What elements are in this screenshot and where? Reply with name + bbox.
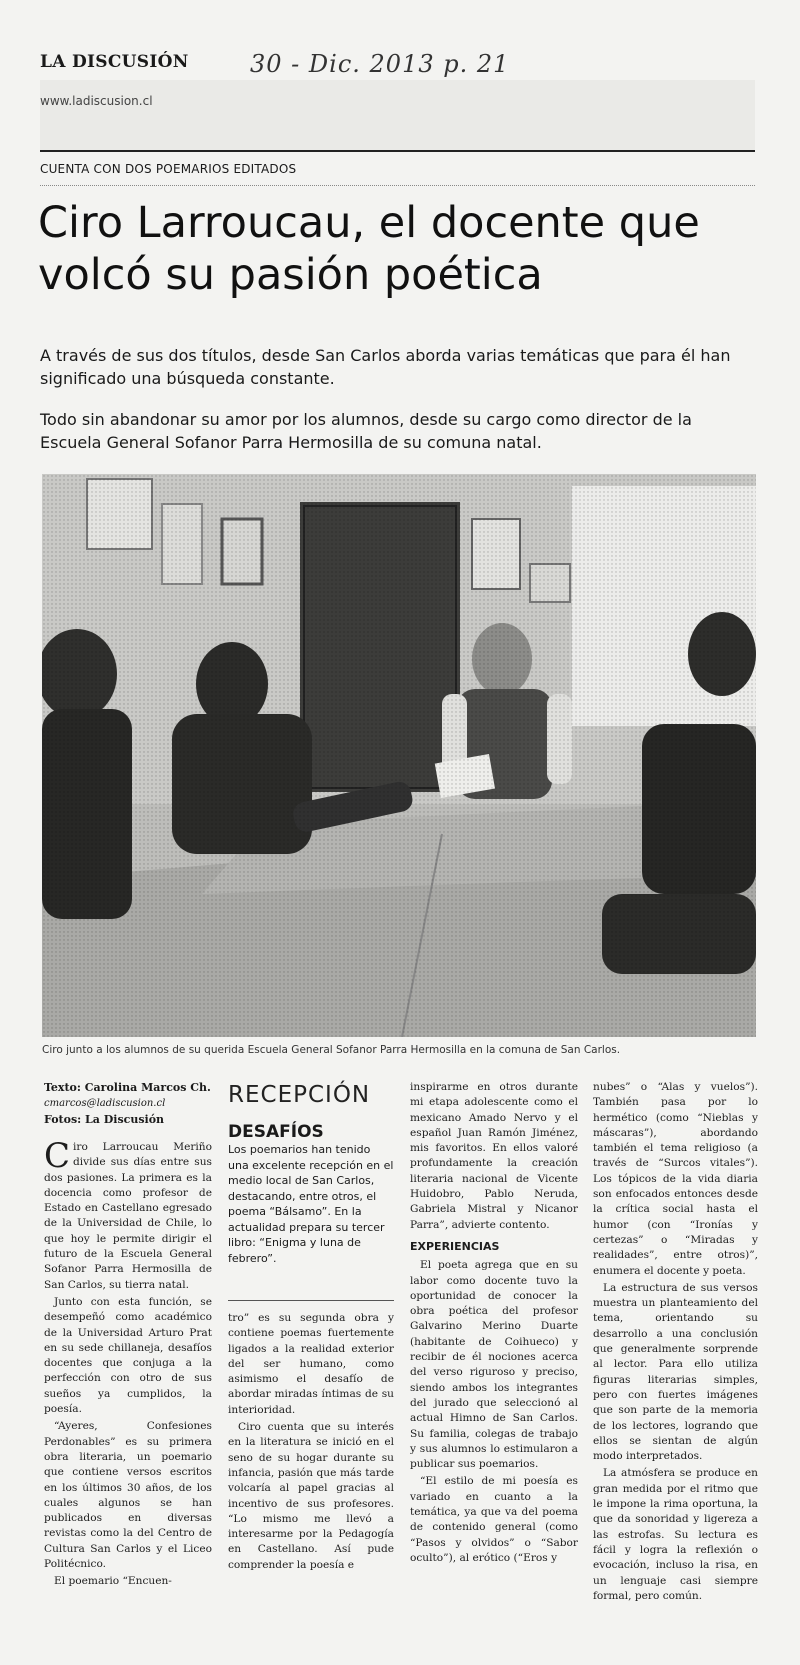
website-url: www.ladiscusion.cl <box>40 94 153 108</box>
sidebar-text: Los poemarios han tenido una excelente recepción en el medio local de San Carlos, destacando, entre otros, el poema “Bálsamo”. En la actualidad prepara su tercer libro: “Enigma y luna de febrero”. <box>228 1143 394 1265</box>
body-paragraph: El poemario “Encuen- <box>54 1575 172 1588</box>
body-paragraph: La estructura de sus versos muestra un planteamiento del tema, orientando su desarrollo a una conclusión que generalmente sorprende al lector. Para ello utiliza figuras literarias simples, pero con fuertes imágenes que son parte de la memoria de los lectores, logrando que ellos se sientan de algún modo interpretados. <box>593 1281 758 1463</box>
body-paragraph: El poeta agrega que en su labor como docente tuvo la oportunidad de conocer la obra poética del profesor Galvarino Merino Duarte (habitante de Coihueco) y recibir de él nociones acerca del verso riguroso y preciso, siendo ambos los integrantes del jurado que seleccionó al actual Himno de San Carlos. Su familia, colegas de trabajo y sus alumnos lo estimularon a publicar sus poemarios. <box>410 1259 578 1471</box>
body-paragraph: tro” es su segunda obra y contiene poemas fuertemente ligados a la realidad exterior del ser humano, como asimismo el desafío de abordar miradas íntimas de su interioridad. <box>228 1312 394 1416</box>
photo-caption: Ciro junto a los alumnos de su querida Escuela General Sofanor Parra Hermosilla en la comuna de San Carlos. <box>42 1044 621 1056</box>
header-band <box>40 80 755 150</box>
body-paragraph: “Ayeres, Confesiones Perdonables” es su primera obra literaria, un poemario que contiene versos escritos en los últimos 30 años, de los cuales algunos se han publicados en diversas revistas como la del Centro de Cultura San Carlos y el Liceo Politécnico. <box>44 1420 212 1571</box>
body-paragraph: inspirarme en otros durante mi etapa adolescente como el mexicano Amado Nervo y el español Juan Ramón Jiménez, mis favoritos. En ellos valoré profundamente la creación literaria nacional de Vicente Huidobro, Pablo Neruda, Gabriela Mistral y Nicanor Parra”, advierte contento. <box>410 1081 578 1231</box>
body-paragraph: Ciro cuenta que su interés en la literatura se inició en el seno de su hogar durante su infancia, pasión que más tarde volcaría al papel gracias al incentivo de sus profesores. “Lo mismo me llevó a interesarme por la Pedagogía en Castellano. Así pude comprender la poesía e <box>228 1421 394 1571</box>
photo-credit: Fotos: La Discusión <box>44 1113 165 1126</box>
body-paragraph: Ciro Larroucau Meriño divide sus días entre sus dos pasiones. La primera es la docencia como profesor de Estado en Castellano egresado de la Universidad de Chile, lo que hoy le permite dirigir el futuro de la Escuela General Sofanor Parra Hermosilla de San Carlos, su tierra natal. <box>44 1136 212 1291</box>
column-2-body <box>228 1311 394 1573</box>
article-column-2 <box>228 1082 394 1575</box>
sidebar-heading: RECEPCIÓN <box>228 1082 371 1108</box>
section-subheading: EXPERIENCIAS <box>410 1239 500 1253</box>
article-column-1 <box>44 1080 212 1592</box>
newspaper-masthead: LA DISCUSIÓN <box>40 52 189 72</box>
sidebar-divider <box>228 1300 394 1301</box>
author-email: cmarcos@ladiscusion.cl <box>44 1098 166 1109</box>
body-paragraph: Junto con esta función, se desempeñó como académico de la Universidad Arturo Prat en su sede chillaneja, desafíos docentes que conjuga a la perfección con otro de sus sueños ya cumplidos, la poesía. <box>44 1295 212 1416</box>
column-1-body <box>44 1136 212 1590</box>
kicker-divider <box>40 185 755 186</box>
body-paragraph: nubes” o “Alas y vuelos”). También pasa por lo hermético (como “Nieblas y máscaras”), abordando también el tema religioso (a través de “Surcos vitales”). Los tópicos de la vida diaria son enfocados entonces desde la crítica social hasta el humor (con “Ironías y certezas” o “Miradas y realidades”, entre otros)”, enumera el docente y poeta. <box>593 1081 758 1277</box>
deck-paragraph-2: Todo sin abandonar su amor por los alumnos, desde su cargo como director de la Escuela General Sofanor Parra Hermosilla de su comuna natal. <box>40 410 692 452</box>
deck-paragraph-1: A través de sus dos títulos, desde San Carlos aborda varias temáticas que para él han significado una búsqueda constante. <box>40 346 731 388</box>
body-paragraph: La atmósfera se produce en gran medida por el ritmo que le impone la rima oportuna, la que da sonoridad y ligereza a las estrofas. Su lectura es fácil y logra la reflexión o evocación, incluso la risa, en un lenguaje casi siempre formal, pero común. <box>593 1467 758 1602</box>
drop-cap: C <box>44 1136 71 1176</box>
byline <box>44 1080 212 1128</box>
article-photo <box>42 474 756 1037</box>
sidebar-subheading: DESAFÍOS <box>228 1122 324 1142</box>
column-3-body <box>410 1080 578 1566</box>
header-rule <box>40 150 755 152</box>
author-credit: Texto: Carolina Marcos Ch. <box>44 1081 211 1094</box>
headline: Ciro Larroucau, el docente que volcó su pasión poética <box>38 198 700 300</box>
article-column-4 <box>593 1080 758 1606</box>
article-column-3 <box>410 1080 578 1568</box>
handwritten-date-note: 30 - Dic. 2013 p. 21 <box>250 50 510 78</box>
body-paragraph: “El estilo de mi poesía es variado en cuanto a la temática, ya que va del poema de contenido general (como “Pasos y olvidos” o “Sabor oculto”), al erótico (“Eros y <box>410 1475 578 1564</box>
kicker: CUENTA CON DOS POEMARIOS EDITADOS <box>40 162 297 176</box>
column-4-body <box>593 1080 758 1604</box>
